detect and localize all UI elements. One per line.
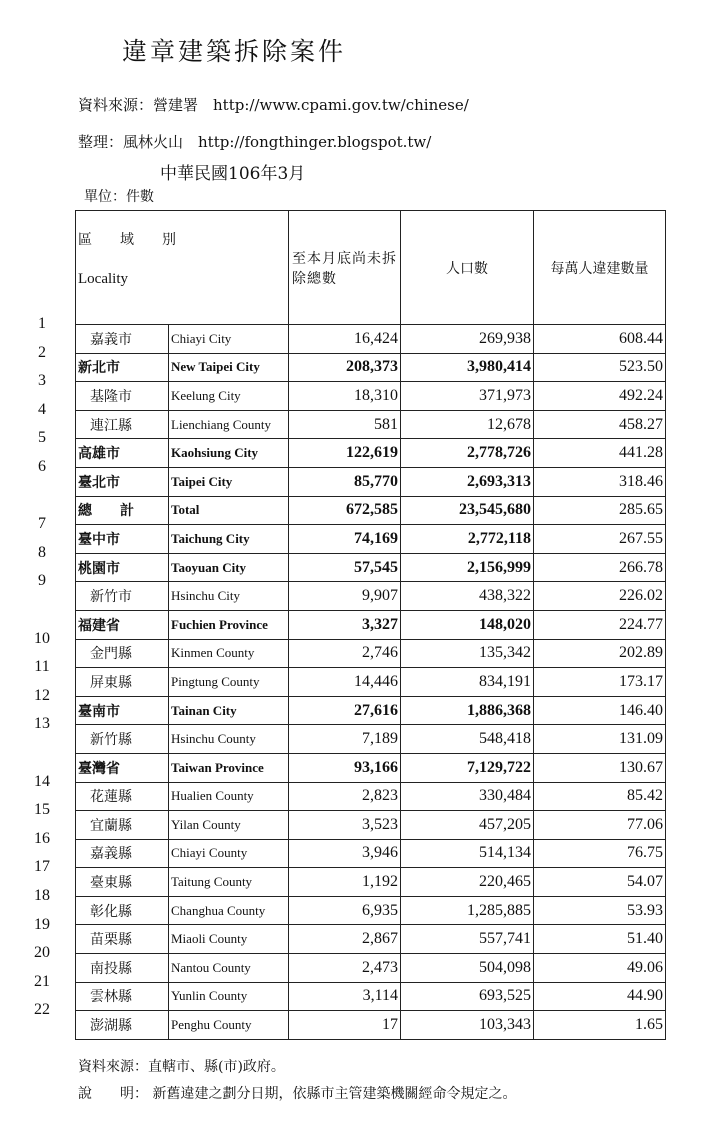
locality-en: Tainan City — [169, 696, 289, 725]
table-row — [76, 382, 666, 411]
locality-en: Yilan County — [169, 811, 289, 840]
unremoved-total: 3,523 — [289, 811, 401, 840]
rank-number: 6 — [38, 458, 46, 475]
rank-number: 15 — [34, 801, 50, 819]
locality-zh: 臺北市 — [76, 467, 169, 496]
locality-en: Chiayi City — [169, 325, 289, 354]
rank-number: 10 — [34, 629, 50, 647]
unremoved-total: 3,946 — [289, 839, 401, 868]
table-row — [76, 839, 666, 868]
header-locality-zh: 區 域 別 — [78, 232, 176, 248]
per-10k: 458.27 — [534, 410, 666, 439]
unremoved-total: 9,907 — [289, 582, 401, 611]
locality-zh: 臺東縣 — [76, 868, 169, 897]
population: 23,545,680 — [401, 496, 534, 525]
header-per10k: 每萬人違建數量 — [534, 211, 666, 325]
table-row — [76, 467, 666, 496]
unremoved-total: 27,616 — [289, 696, 401, 725]
locality-zh: 嘉義縣 — [76, 839, 169, 868]
table-row — [76, 353, 666, 382]
per-10k: 266.78 — [534, 553, 666, 582]
unremoved-total: 93,166 — [289, 753, 401, 782]
header-total: 至本月底尚未拆除總數 — [289, 211, 401, 325]
rank-number: 20 — [34, 944, 50, 962]
population: 148,020 — [401, 610, 534, 639]
unremoved-total: 1,192 — [289, 868, 401, 897]
per-10k: 318.46 — [534, 467, 666, 496]
per-10k: 146.40 — [534, 696, 666, 725]
unremoved-total: 2,746 — [289, 639, 401, 668]
locality-en: Miaoli County — [169, 925, 289, 954]
population: 514,134 — [401, 839, 534, 868]
locality-zh: 澎湖縣 — [76, 1011, 169, 1040]
unremoved-total: 2,473 — [289, 954, 401, 983]
locality-en: New Taipei City — [169, 353, 289, 382]
table-row — [76, 496, 666, 525]
locality-zh: 花蓮縣 — [76, 782, 169, 811]
locality-zh: 高雄市 — [76, 439, 169, 468]
locality-en: Yunlin County — [169, 982, 289, 1011]
locality-en: Taitung County — [169, 868, 289, 897]
per-10k: 492.24 — [534, 382, 666, 411]
table-row — [76, 410, 666, 439]
table-row — [76, 639, 666, 668]
population: 135,342 — [401, 639, 534, 668]
rank-number: 1 — [38, 315, 46, 332]
population: 557,741 — [401, 925, 534, 954]
per-10k: 131.09 — [534, 725, 666, 754]
footnote-source: 資料來源：直轄市、縣(市)政府。 — [78, 1059, 285, 1075]
rank-number: 21 — [34, 972, 50, 990]
rank-number: 7 — [38, 515, 46, 533]
per-10k: 51.40 — [534, 925, 666, 954]
per-10k: 226.02 — [534, 582, 666, 611]
rank-number: 18 — [34, 887, 50, 904]
population: 12,678 — [401, 410, 534, 439]
table-row — [76, 1011, 666, 1040]
locality-zh: 新北市 — [76, 353, 169, 382]
population: 330,484 — [401, 782, 534, 811]
locality-zh: 新竹市 — [76, 582, 169, 611]
population: 693,525 — [401, 982, 534, 1011]
population: 504,098 — [401, 954, 534, 983]
unremoved-total: 208,373 — [289, 353, 401, 382]
rank-number: 19 — [34, 915, 50, 933]
locality-en: Taoyuan City — [169, 553, 289, 582]
per-10k: 523.50 — [534, 353, 666, 382]
unremoved-total: 122,619 — [289, 439, 401, 468]
per-10k: 224.77 — [534, 610, 666, 639]
locality-en: Total — [169, 496, 289, 525]
per-10k: 441.28 — [534, 439, 666, 468]
locality-zh: 臺中市 — [76, 525, 169, 554]
rank-number: 5 — [38, 429, 46, 447]
per-10k: 130.67 — [534, 753, 666, 782]
locality-en: Taipei City — [169, 467, 289, 496]
unremoved-total: 57,545 — [289, 553, 401, 582]
population: 220,465 — [401, 868, 534, 897]
unremoved-total: 14,446 — [289, 668, 401, 697]
rank-number: 11 — [34, 658, 50, 676]
locality-en: Penghu County — [169, 1011, 289, 1040]
locality-en: Taichung City — [169, 525, 289, 554]
locality-zh: 總 計 — [76, 496, 169, 525]
population: 1,886,368 — [401, 696, 534, 725]
unremoved-total: 74,169 — [289, 525, 401, 554]
per-10k: 77.06 — [534, 811, 666, 840]
locality-en: Hsinchu County — [169, 725, 289, 754]
population: 7,129,722 — [401, 753, 534, 782]
locality-en: Fuchien Province — [169, 610, 289, 639]
locality-zh: 金門縣 — [76, 639, 169, 668]
rank-number: 14 — [34, 772, 50, 790]
locality-zh: 福建省 — [76, 610, 169, 639]
unremoved-total: 16,424 — [289, 325, 401, 354]
per-10k: 44.90 — [534, 982, 666, 1011]
per-10k: 85.42 — [534, 782, 666, 811]
table-row — [76, 982, 666, 1011]
population: 269,938 — [401, 325, 534, 354]
per-10k: 202.89 — [534, 639, 666, 668]
table-row — [76, 439, 666, 468]
table-row — [76, 868, 666, 897]
table-row — [76, 582, 666, 611]
unremoved-total: 17 — [289, 1011, 401, 1040]
per-10k: 267.55 — [534, 525, 666, 554]
unremoved-total: 85,770 — [289, 467, 401, 496]
unremoved-total: 581 — [289, 410, 401, 439]
per-10k: 54.07 — [534, 868, 666, 897]
table-row — [76, 325, 666, 354]
unremoved-total: 18,310 — [289, 382, 401, 411]
locality-zh: 嘉義市 — [76, 325, 169, 354]
locality-en: Chiayi County — [169, 839, 289, 868]
page-title: 違章建築拆除案件 — [122, 37, 347, 66]
locality-en: Kaohsiung City — [169, 439, 289, 468]
organizer: 整理：風林火山 http://fongthinger.blogspot.tw/ — [78, 133, 432, 151]
table-row — [76, 553, 666, 582]
population: 2,778,726 — [401, 439, 534, 468]
rank-number: 12 — [34, 686, 50, 704]
table-row — [76, 525, 666, 554]
demolition-table — [75, 210, 666, 1040]
table-row — [76, 896, 666, 925]
unremoved-total: 3,327 — [289, 610, 401, 639]
population: 457,205 — [401, 811, 534, 840]
per-10k: 49.06 — [534, 954, 666, 983]
locality-zh: 新竹縣 — [76, 725, 169, 754]
table-row — [76, 811, 666, 840]
unremoved-total: 7,189 — [289, 725, 401, 754]
table-row — [76, 753, 666, 782]
population: 1,285,885 — [401, 896, 534, 925]
unremoved-total: 6,935 — [289, 896, 401, 925]
table-row — [76, 696, 666, 725]
population: 438,322 — [401, 582, 534, 611]
population: 3,980,414 — [401, 353, 534, 382]
locality-en: Nantou County — [169, 954, 289, 983]
locality-zh: 基隆市 — [76, 382, 169, 411]
locality-zh: 臺南市 — [76, 696, 169, 725]
footnote-description: 說 明： 新舊違建之劃分日期，依縣市主管建築機關經命令規定之。 — [78, 1086, 517, 1102]
rank-number: 9 — [38, 572, 46, 590]
per-10k: 608.44 — [534, 325, 666, 354]
unit-label: 單位：件數 — [84, 189, 154, 205]
locality-zh: 苗栗縣 — [76, 925, 169, 954]
header-population: 人口數 — [401, 211, 534, 325]
header-locality-en: Locality — [78, 271, 128, 287]
table-row — [76, 668, 666, 697]
population: 2,772,118 — [401, 525, 534, 554]
rank-number: 22 — [34, 1001, 50, 1019]
locality-en: Keelung City — [169, 382, 289, 411]
data-source: 資料來源：營建署 http://www.cpami.gov.tw/chinese/ — [78, 96, 469, 114]
report-date: 中華民國106年3月 — [160, 164, 306, 184]
population: 834,191 — [401, 668, 534, 697]
population: 103,343 — [401, 1011, 534, 1040]
rank-number: 2 — [38, 343, 46, 361]
per-10k: 53.93 — [534, 896, 666, 925]
rank-number: 16 — [34, 829, 50, 847]
locality-zh: 彰化縣 — [76, 896, 169, 925]
locality-en: Pingtung County — [169, 668, 289, 697]
locality-en: Hsinchu City — [169, 582, 289, 611]
unremoved-total: 3,114 — [289, 982, 401, 1011]
locality-en: Taiwan Province — [169, 753, 289, 782]
locality-zh: 連江縣 — [76, 410, 169, 439]
population: 371,973 — [401, 382, 534, 411]
locality-en: Hualien County — [169, 782, 289, 811]
per-10k: 285.65 — [534, 496, 666, 525]
population: 2,156,999 — [401, 553, 534, 582]
locality-en: Lienchiang County — [169, 410, 289, 439]
locality-en: Kinmen County — [169, 639, 289, 668]
rank-number: 4 — [38, 400, 46, 418]
locality-zh: 宜蘭縣 — [76, 811, 169, 840]
locality-zh: 桃園市 — [76, 553, 169, 582]
unremoved-total: 672,585 — [289, 496, 401, 525]
locality-zh: 臺灣省 — [76, 753, 169, 782]
table-row — [76, 925, 666, 954]
table-row — [76, 954, 666, 983]
population: 2,693,313 — [401, 467, 534, 496]
unremoved-total: 2,823 — [289, 782, 401, 811]
locality-zh: 南投縣 — [76, 954, 169, 983]
rank-number: 8 — [38, 543, 46, 561]
per-10k: 173.17 — [534, 668, 666, 697]
table-row — [76, 610, 666, 639]
locality-zh: 屏東縣 — [76, 668, 169, 697]
table-row — [76, 782, 666, 811]
rank-number: 13 — [34, 715, 50, 733]
table-row — [76, 725, 666, 754]
per-10k: 1.65 — [534, 1011, 666, 1040]
locality-en: Changhua County — [169, 896, 289, 925]
rank-number: 3 — [38, 372, 46, 390]
per-10k: 76.75 — [534, 839, 666, 868]
table-header — [76, 211, 666, 325]
unremoved-total: 2,867 — [289, 925, 401, 954]
rank-number: 17 — [34, 858, 50, 876]
locality-zh: 雲林縣 — [76, 982, 169, 1011]
population: 548,418 — [401, 725, 534, 754]
